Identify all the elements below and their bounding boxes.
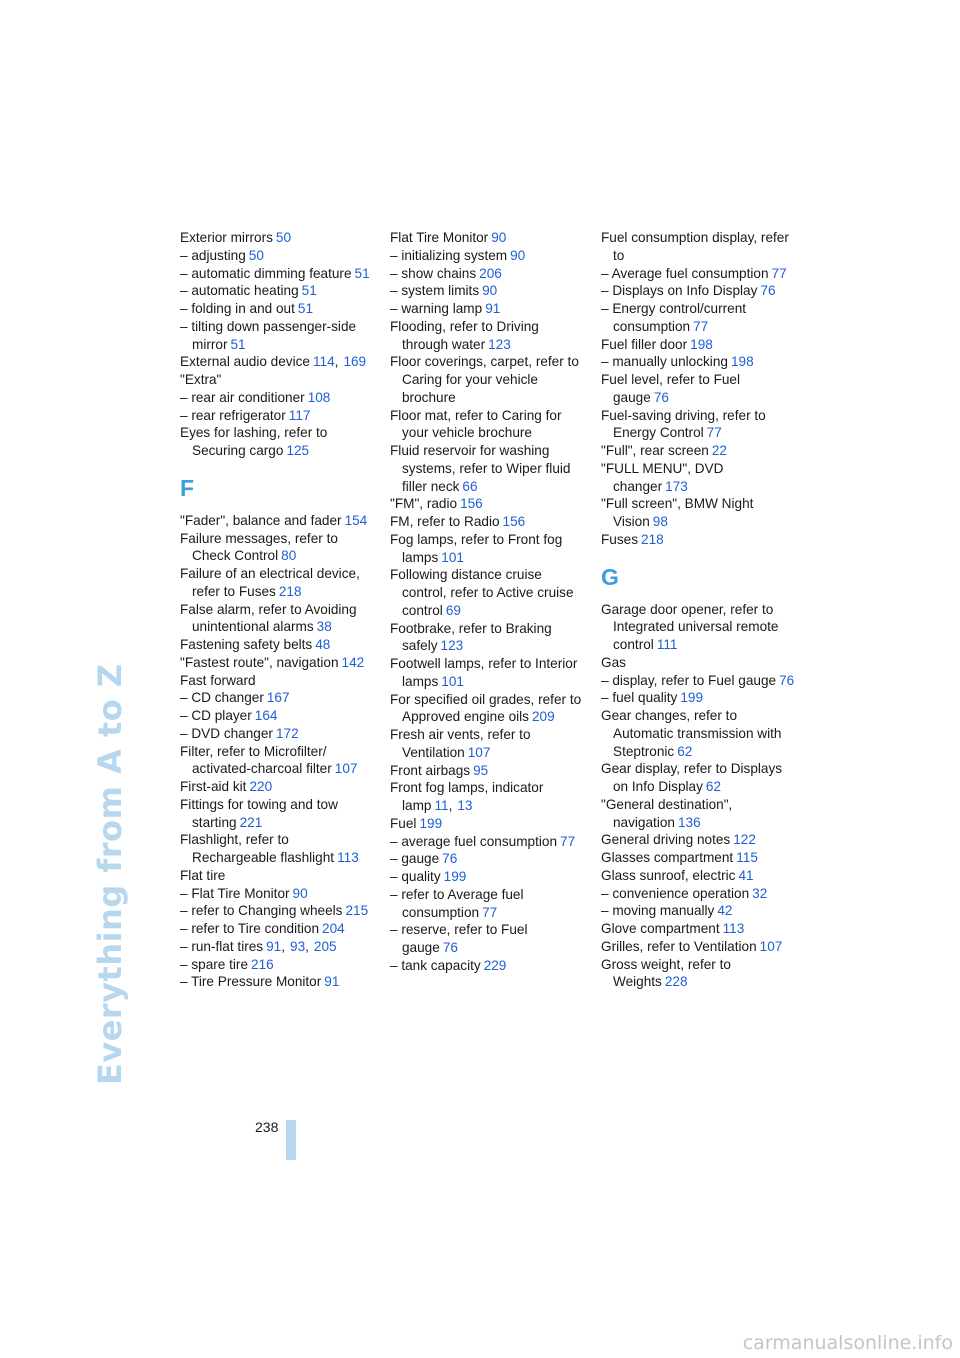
index-entry [180, 530, 376, 566]
page-reference-link[interactable]: 90 [510, 247, 526, 263]
page-reference-link[interactable]: 48 [315, 637, 331, 652]
index-entry-text: – automatic heating [180, 283, 299, 299]
index-entry [601, 689, 797, 707]
index-entry-text: Eyes for lashing, refer to Securing cargo [180, 425, 328, 458]
index-entry-text: Fuel [390, 815, 417, 831]
index-entry-text: – warning lamp [390, 301, 483, 316]
page-reference-link[interactable]: 90 [292, 885, 308, 901]
page-reference-link[interactable]: 108 [307, 389, 331, 405]
page-reference-link[interactable]: 77 [482, 904, 498, 920]
index-entry [180, 956, 376, 974]
index-letter-heading: F [180, 474, 195, 501]
index-entry-text: Exterior mirrors [180, 230, 273, 245]
index-entry-text: – Average fuel consumption [601, 265, 769, 281]
index-entry [180, 300, 376, 318]
page-reference-link[interactable]: 50 [275, 230, 292, 245]
index-entry [180, 229, 376, 247]
index-entry-text: – tilting down passenger-side mirror [180, 318, 357, 352]
index-entry-text: – moving manually [601, 903, 715, 919]
index-entry [601, 938, 797, 956]
page-reference-link[interactable]: 76 [442, 851, 458, 867]
page-reference-link[interactable]: 156 [460, 496, 483, 512]
page-reference-link[interactable]: 51 [354, 265, 370, 281]
page-reference-link[interactable]: 198 [690, 336, 713, 352]
index-entry-text: – rear refrigerator [180, 407, 286, 423]
index-entry-text: Fog lamps, refer to Front fog lamps [390, 531, 563, 565]
page-reference-link[interactable]: 77 [693, 318, 709, 334]
index-entry [601, 442, 797, 460]
index-entry-text: For specified oil grades, refer to Approved engine oils [390, 691, 582, 725]
index-entry-text: "Full screen", BMW Night Vision [601, 496, 754, 529]
index-entry [180, 318, 376, 354]
index-entry-text: "FULL MENU", DVD changer [601, 460, 724, 494]
index-entry-text: – refer to Changing wheels [180, 903, 343, 919]
index-entry [601, 672, 797, 690]
page-reference-link[interactable]: 76 [779, 672, 795, 688]
index-entry-text: – refer to Tire condition [180, 921, 320, 936]
index-entry-text: "Extra" [180, 372, 222, 387]
page-reference-link[interactable]: 41 [738, 867, 754, 883]
index-entry-text: "Full", rear screen [601, 443, 709, 458]
page-reference-link[interactable]: 77 [771, 265, 787, 281]
index-entry-text: Fittings for towing and tow starting [180, 796, 338, 830]
watermark: carmanualsonline.info [742, 1332, 953, 1354]
index-entry-text: Fastening safety belts [180, 637, 313, 652]
index-entry [390, 655, 586, 691]
index-entry-text: – initializing system [390, 247, 508, 263]
index-entry [601, 885, 797, 903]
section-title-vertical: Everything from A to Z [91, 663, 129, 1085]
page-reference-link[interactable]: 204 [322, 921, 345, 936]
index-entry-text: – quality [390, 869, 441, 884]
index-entry [390, 815, 586, 833]
page-reference-separator: , [281, 938, 286, 954]
index-entry [601, 300, 797, 336]
index-entry-text: "FM", radio [390, 496, 458, 512]
page-reference-link[interactable]: 123 [488, 336, 511, 352]
index-entry-text: – show chains [390, 265, 477, 281]
page-reference-link[interactable]: 93 [290, 938, 306, 954]
index-entry-text: Footbrake, refer to Braking safely [390, 620, 552, 654]
index-entry-text: – average fuel consumption [390, 833, 558, 849]
index-entry [601, 707, 797, 760]
page-reference-link[interactable]: 76 [442, 940, 458, 955]
index-entry [390, 850, 586, 868]
page-reference-link[interactable]: 199 [443, 869, 467, 884]
index-entry-text: Floor coverings, carpet, refer to Caring for your vehicle brochure [390, 354, 579, 405]
index-entry [180, 424, 376, 460]
index-entry-text: Fluid reservoir for washing systems, refer to Wiper fluid filler neck [390, 443, 571, 494]
index-entry [390, 495, 586, 513]
index-entry [601, 282, 797, 300]
page-reference-link[interactable]: 218 [278, 583, 302, 599]
index-entry-text: Flat tire [180, 867, 226, 883]
index-entry [601, 495, 797, 531]
page-reference-link[interactable]: 215 [345, 903, 369, 919]
page-reference-link[interactable]: 32 [752, 885, 768, 901]
page-reference-link[interactable]: 228 [664, 974, 688, 990]
index-entry [601, 229, 797, 265]
page-reference-link[interactable]: 122 [733, 832, 756, 848]
page-reference-link[interactable]: 218 [641, 531, 664, 547]
page-reference-link[interactable]: 123 [440, 638, 464, 654]
page-reference-link[interactable]: 107 [334, 761, 358, 777]
page-reference-separator: , [305, 938, 309, 954]
index-entry [601, 353, 797, 371]
index-entry-text: Front fog lamps, indicator lamp [390, 780, 544, 813]
index-entry [601, 920, 797, 938]
index-entry [601, 371, 797, 407]
index-entry-text: – Displays on Info Display [601, 283, 758, 299]
index-entry [180, 902, 376, 920]
index-entry-text: – rear air conditioner [180, 389, 305, 405]
index-entry [390, 620, 586, 656]
index-entry [180, 725, 376, 743]
index-entry [601, 831, 797, 849]
index-entry-text: Gear changes, refer to Automatic transmission with Steptronic [601, 708, 782, 759]
index-entry-text: – CD player [180, 708, 252, 723]
page-reference-separator: , [334, 354, 339, 370]
page-reference-link[interactable]: 167 [266, 690, 290, 706]
index-entry [180, 512, 376, 530]
page-reference-link[interactable]: 206 [479, 265, 502, 281]
index-entry [601, 849, 797, 867]
index-entry [180, 407, 376, 425]
index-entry-text: – Flat Tire Monitor [180, 885, 290, 901]
page-reference-link[interactable]: 142 [341, 654, 365, 670]
index-entry-text: – run-flat tires [180, 938, 264, 954]
index-entry [180, 636, 376, 654]
index-entry [390, 247, 586, 265]
page-reference-link[interactable]: 13 [457, 798, 473, 813]
page-reference-link[interactable]: 69 [445, 602, 461, 618]
page-reference-link[interactable]: 98 [652, 514, 668, 529]
index-entry [601, 902, 797, 920]
index-entry-text: Glove compartment [601, 921, 720, 936]
page-reference-link[interactable]: 76 [760, 283, 776, 299]
index-entry-text: – convenience operation [601, 885, 750, 901]
page-reference-link[interactable]: 62 [677, 743, 693, 759]
index-entry [601, 796, 797, 832]
index-entry-text: – automatic dimming feature [180, 265, 352, 281]
page-reference-link[interactable]: 91 [324, 974, 340, 990]
index-entry-text: Gas [601, 654, 626, 670]
page-reference-link[interactable]: 221 [239, 814, 263, 830]
page-reference-link[interactable]: 172 [275, 725, 299, 741]
index-entry [601, 265, 797, 283]
index-entry [180, 867, 376, 885]
index-entry-text: "Fastest route", navigation [180, 654, 339, 670]
index-entry-text: Grilles, refer to Ventilation [601, 938, 757, 954]
index-entry-text: – display, refer to Fuel gauge [601, 672, 777, 688]
index-entry-text: Flooding, refer to Driving through water [390, 318, 539, 352]
page-reference-link[interactable]: 50 [248, 247, 264, 263]
index-entry [390, 531, 586, 567]
index-entry [601, 407, 797, 443]
page-reference-link[interactable]: 42 [717, 903, 733, 919]
index-entry-text: General driving notes [601, 832, 731, 848]
index-entry-text: – manually unlocking [601, 354, 728, 370]
page-reference-link[interactable]: 113 [722, 921, 745, 936]
index-entry-text: – adjusting [180, 247, 246, 263]
page-reference-link[interactable]: 111 [656, 637, 678, 652]
index-entry [601, 531, 797, 549]
index-entry [180, 778, 376, 796]
index-entry [180, 920, 376, 938]
index-entry-text: "Fader", balance and fader [180, 512, 342, 528]
index-entry [180, 389, 376, 407]
index-entry [601, 460, 797, 496]
page-reference-link[interactable]: 77 [560, 833, 576, 849]
index-entry [390, 833, 586, 851]
index-entry-text: – fuel quality [601, 690, 678, 706]
page-number: 238 [255, 1119, 279, 1135]
index-entry [180, 743, 376, 779]
index-entry [390, 229, 586, 247]
index-entry-text: Fuel-saving driving, refer to Energy Control [601, 407, 766, 441]
page-reference-link[interactable]: 154 [344, 512, 368, 528]
index-entry-text: FM, refer to Radio [390, 514, 500, 529]
index-entry [180, 282, 376, 300]
index-entry [390, 265, 586, 283]
index-entry-text: – Tire Pressure Monitor [180, 974, 322, 990]
index-entry [180, 831, 376, 867]
index-entry [390, 282, 586, 300]
index-entry-text: False alarm, refer to Avoiding unintentional alarms [180, 601, 357, 635]
page-reference-link[interactable]: 114 [312, 354, 335, 370]
index-entry [180, 601, 376, 637]
page-reference-link[interactable]: 173 [665, 478, 688, 494]
index-entry-text: Glass sunroof, electric [601, 867, 736, 883]
index-entry [180, 938, 376, 956]
index-entry-text: – CD changer [180, 690, 264, 706]
index-entry-text: Failure messages, refer to Check Control [180, 530, 338, 564]
page-reference-link[interactable]: 51 [230, 336, 246, 352]
index-entry [601, 867, 797, 885]
index-entry-text: – system limits [390, 283, 480, 299]
index-entry-text: Fuses [601, 531, 639, 547]
page-reference-link[interactable]: 229 [483, 957, 507, 973]
index-entry-text: – tank capacity [390, 957, 481, 973]
page-reference-link[interactable]: 80 [281, 548, 297, 564]
index-entry [180, 973, 376, 991]
page-reference-link[interactable]: 220 [249, 779, 273, 794]
page-reference-link[interactable]: 115 [736, 850, 758, 865]
page-reference-link[interactable]: 136 [677, 814, 701, 830]
page-reference-link[interactable]: 199 [680, 690, 704, 706]
index-entry-text: Front airbags [390, 762, 471, 778]
index-entry [390, 513, 586, 531]
page-reference-link[interactable]: 22 [711, 443, 727, 458]
index-letter-heading: G [601, 563, 619, 590]
page-reference-link[interactable]: 51 [301, 283, 317, 299]
page-reference-link[interactable]: 107 [759, 938, 783, 954]
page-reference-link[interactable]: 209 [531, 709, 555, 725]
page-reference-link[interactable]: 117 [288, 407, 311, 423]
index-entry-text: Flat Tire Monitor [390, 230, 489, 245]
index-entry-text: – spare tire [180, 956, 249, 972]
index-entry [390, 300, 586, 318]
index-entry [180, 707, 376, 725]
index-entry [601, 336, 797, 354]
page-reference-link[interactable]: 101 [441, 673, 464, 689]
page-reference-link[interactable]: 91 [266, 938, 282, 954]
index-entry [390, 407, 586, 443]
page-reference-link[interactable]: 101 [441, 549, 464, 565]
index-entry [390, 957, 586, 975]
index-entry [390, 762, 586, 780]
index-column-1 [180, 229, 376, 991]
index-entry-text: – refer to Average fuel consumption [390, 886, 524, 920]
index-column-2 [390, 229, 586, 975]
index-entry [180, 654, 376, 672]
index-entry-text: Failure of an electrical device, refer to Fuses [180, 566, 360, 599]
page-number-bar [286, 1120, 296, 1160]
page-reference-link[interactable]: 198 [730, 354, 754, 370]
index-entry [601, 601, 797, 654]
page-reference-link[interactable]: 66 [462, 478, 478, 494]
page-reference-link[interactable]: 113 [337, 850, 359, 865]
index-entry-text: Floor mat, refer to Caring for your vehicle brochure [390, 407, 562, 441]
page-reference-link[interactable]: 38 [316, 619, 332, 635]
index-entry [180, 265, 376, 283]
page-reference-link[interactable]: 90 [491, 230, 507, 245]
index-entry-text: Following distance cruise control, refer to Active cruise control [390, 567, 574, 618]
index-entry-text: – folding in and out [180, 301, 295, 316]
index-entry [390, 442, 586, 495]
index-entry-text: Gear display, refer to Displays on Info Display [601, 761, 783, 794]
index-entry [390, 868, 586, 886]
index-entry-text: – DVD changer [180, 725, 273, 741]
index-entry [390, 886, 586, 922]
page-reference-link[interactable]: 199 [419, 815, 443, 831]
index-entry-text: External audio device [180, 354, 310, 370]
index-entry-text: Fuel level, refer to Fuel gauge [601, 372, 741, 405]
index-entry [180, 247, 376, 265]
index-entry-text: Fuel consumption display, refer to [601, 230, 789, 263]
index-entry [390, 921, 586, 957]
index-entry [601, 760, 797, 796]
index-entry [601, 654, 797, 672]
index-entry-text: Fuel filler door [601, 336, 688, 352]
page-reference-link[interactable]: 62 [705, 779, 722, 794]
index-entry-text: Glasses compartment [601, 850, 734, 865]
index-entry [180, 371, 376, 389]
index-entry-text: – reserve, refer to Fuel gauge [390, 922, 528, 955]
page-reference-separator: , [448, 798, 453, 813]
index-entry [180, 565, 376, 601]
index-entry [180, 689, 376, 707]
index-entry [180, 885, 376, 903]
page-reference-link[interactable]: 125 [286, 443, 310, 458]
index-entry [390, 726, 586, 762]
page-reference-link[interactable]: 77 [706, 425, 722, 441]
index-entry-text: Fresh air vents, refer to Ventilation [390, 727, 531, 760]
index-entry-text: Filter, refer to Microfilter/ activated-charcoal filter [180, 743, 332, 777]
page-reference-link[interactable]: 107 [467, 744, 491, 760]
index-entry [390, 353, 586, 406]
page-reference-link[interactable]: 11 [434, 798, 449, 813]
index-entry [180, 353, 376, 371]
page-reference-link[interactable]: 169 [343, 354, 367, 370]
index-entry-text: First-aid kit [180, 779, 247, 794]
index-column-3 [601, 229, 797, 991]
page-reference-link[interactable]: 91 [485, 301, 501, 316]
index-entry-text: – gauge [390, 851, 440, 867]
page-reference-link[interactable]: 164 [254, 708, 278, 723]
index-entry-text: Flashlight, refer to Rechargeable flashlight [180, 832, 335, 865]
page-reference-link[interactable]: 51 [297, 301, 314, 316]
index-entry-text: – Energy control/current consumption [601, 301, 747, 334]
index-entry-text: "General destination", navigation [601, 796, 733, 830]
index-entry [180, 796, 376, 832]
index-entry [390, 318, 586, 354]
index-entry-text: Footwell lamps, refer to Interior lamps [390, 656, 578, 689]
index-entry [390, 779, 586, 815]
index-entry-text: Gross weight, refer to Weights [601, 956, 731, 990]
index-entry [390, 691, 586, 727]
page-reference-link[interactable]: 205 [313, 938, 337, 954]
page-reference-link[interactable]: 216 [251, 956, 274, 972]
index-entry-text: Garage door opener, refer to Integrated universal remote control [601, 601, 779, 652]
page-reference-link[interactable]: 76 [653, 389, 669, 405]
index-entry [601, 956, 797, 992]
page-reference-link[interactable]: 156 [502, 514, 526, 529]
page-reference-link[interactable]: 95 [473, 762, 489, 778]
index-entry [180, 672, 376, 690]
page-reference-link[interactable]: 90 [482, 283, 498, 299]
index-entry-text: Fast forward [180, 672, 256, 688]
index-entry [390, 566, 586, 619]
